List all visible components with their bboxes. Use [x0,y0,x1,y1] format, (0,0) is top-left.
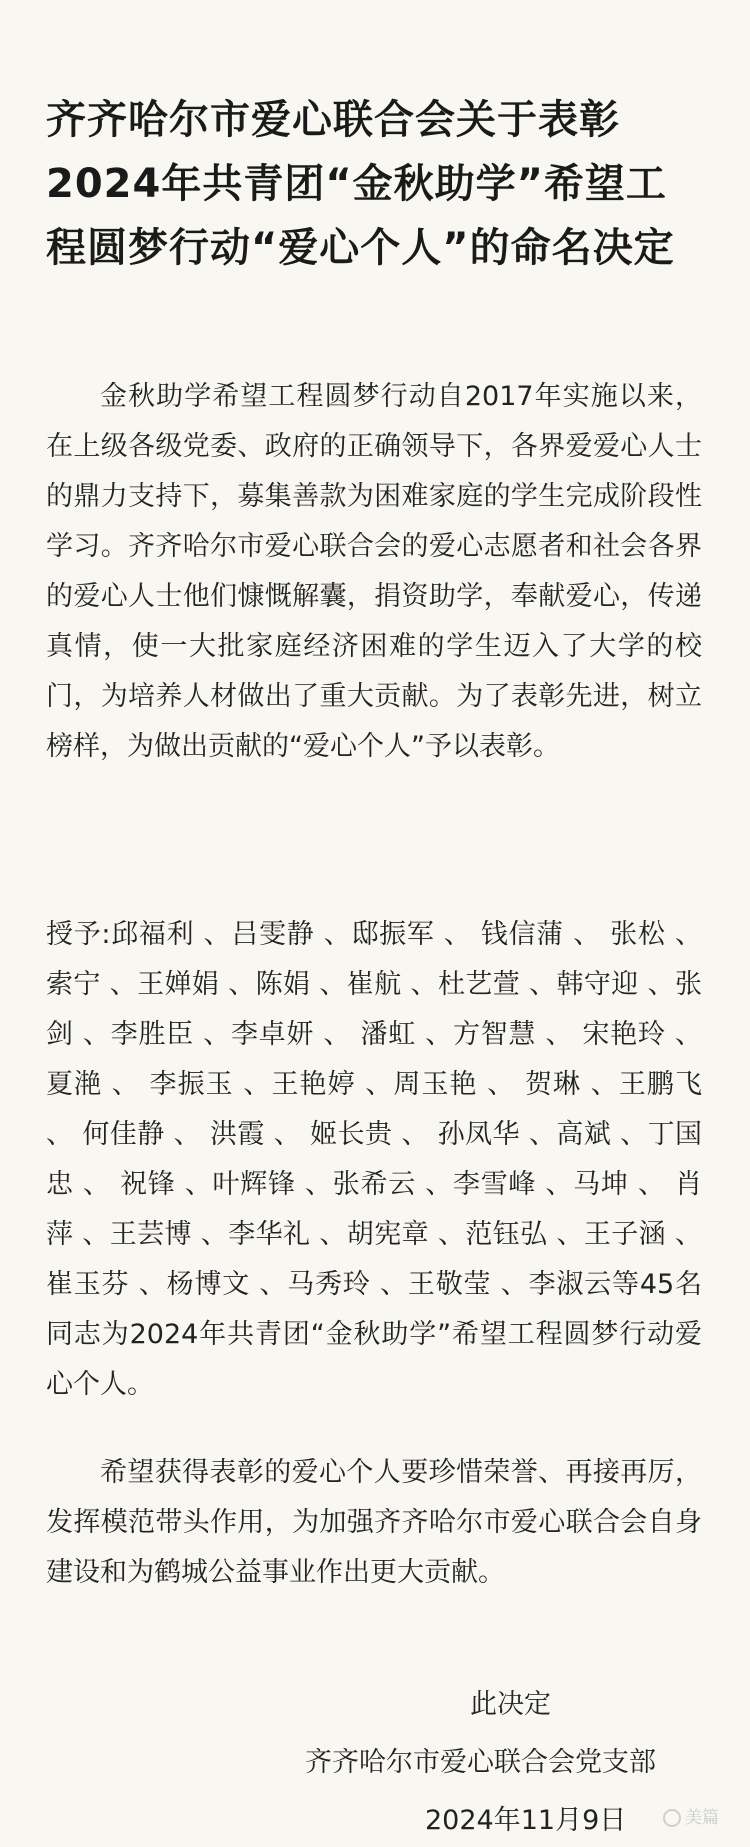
closing-decision: 此决定 [470,1689,551,1720]
watermark-label: 美篇 [685,1808,719,1828]
document-title: 齐齐哈尔市爱心联合会关于表彰2024年共青团“金秋助学”希望工程圆梦行动“爱心个人”的命名决定 [46,97,675,271]
meipian-logo-icon [663,1809,681,1827]
watermark [663,1807,719,1829]
closing-issuer: 齐齐哈尔市爱心联合会党支部 [305,1747,656,1778]
paragraph-award-list: 授予:邱福利 、吕雯静 、邸振军 、 钱信蒲 、 张松 、索宁 、王婵娟 、陈娟 、崔航 、杜艺萱 、韩守迎 、张剑 、李胜臣 、李卓妍 、 潘虹 、方智慧 、 宋艳玲 、夏滟 、 李振玉 、王艳婷 、周玉艳 、 贺琳 、王鹏飞 、 何佳静 、 洪霞 、 姬长贵 、 孙凤华 、高斌 、丁国忠 、 祝锋 、叶辉锋 、张希云 、李雪峰 、马坤 、 肖萍 、王芸博 、李华礼 、胡宪章 、范钰弘 、王子涵 、崔玉芬 、杨博文 、马秀玲 、王敬莹 、李淑云等45名同志为2024年共青团“金秋助学”希望工程圆梦行动爱心个人。 [46,919,702,1400]
paragraph-hope: 希望获得表彰的爱心个人要珍惜荣誉、再接再厉，发挥模范带头作用，为加强齐齐哈尔市爱心联合会自身建设和为鹤城公益事业作出更大贡献。 [46,1457,702,1588]
closing-date: 2024年11月9日 [425,1805,627,1836]
paragraph-intro: 金秋助学希望工程圆梦行动自2017年实施以来，在上级各级党委、政府的正确领导下，各界爱爱心人士的鼎力支持下，募集善款为困难家庭的学生完成阶段性学习。齐齐哈尔市爱心联合会的爱心志愿者和社会各界的爱心人士他们慷慨解囊，捐资助学，奉献爱心，传递真情，使一大批家庭经济困难的学生迈入了大学的校门，为培养人材做出了重大贡献。为了表彰先进，树立榜样，为做出贡献的“爱心个人”予以表彰。 [46,381,702,762]
